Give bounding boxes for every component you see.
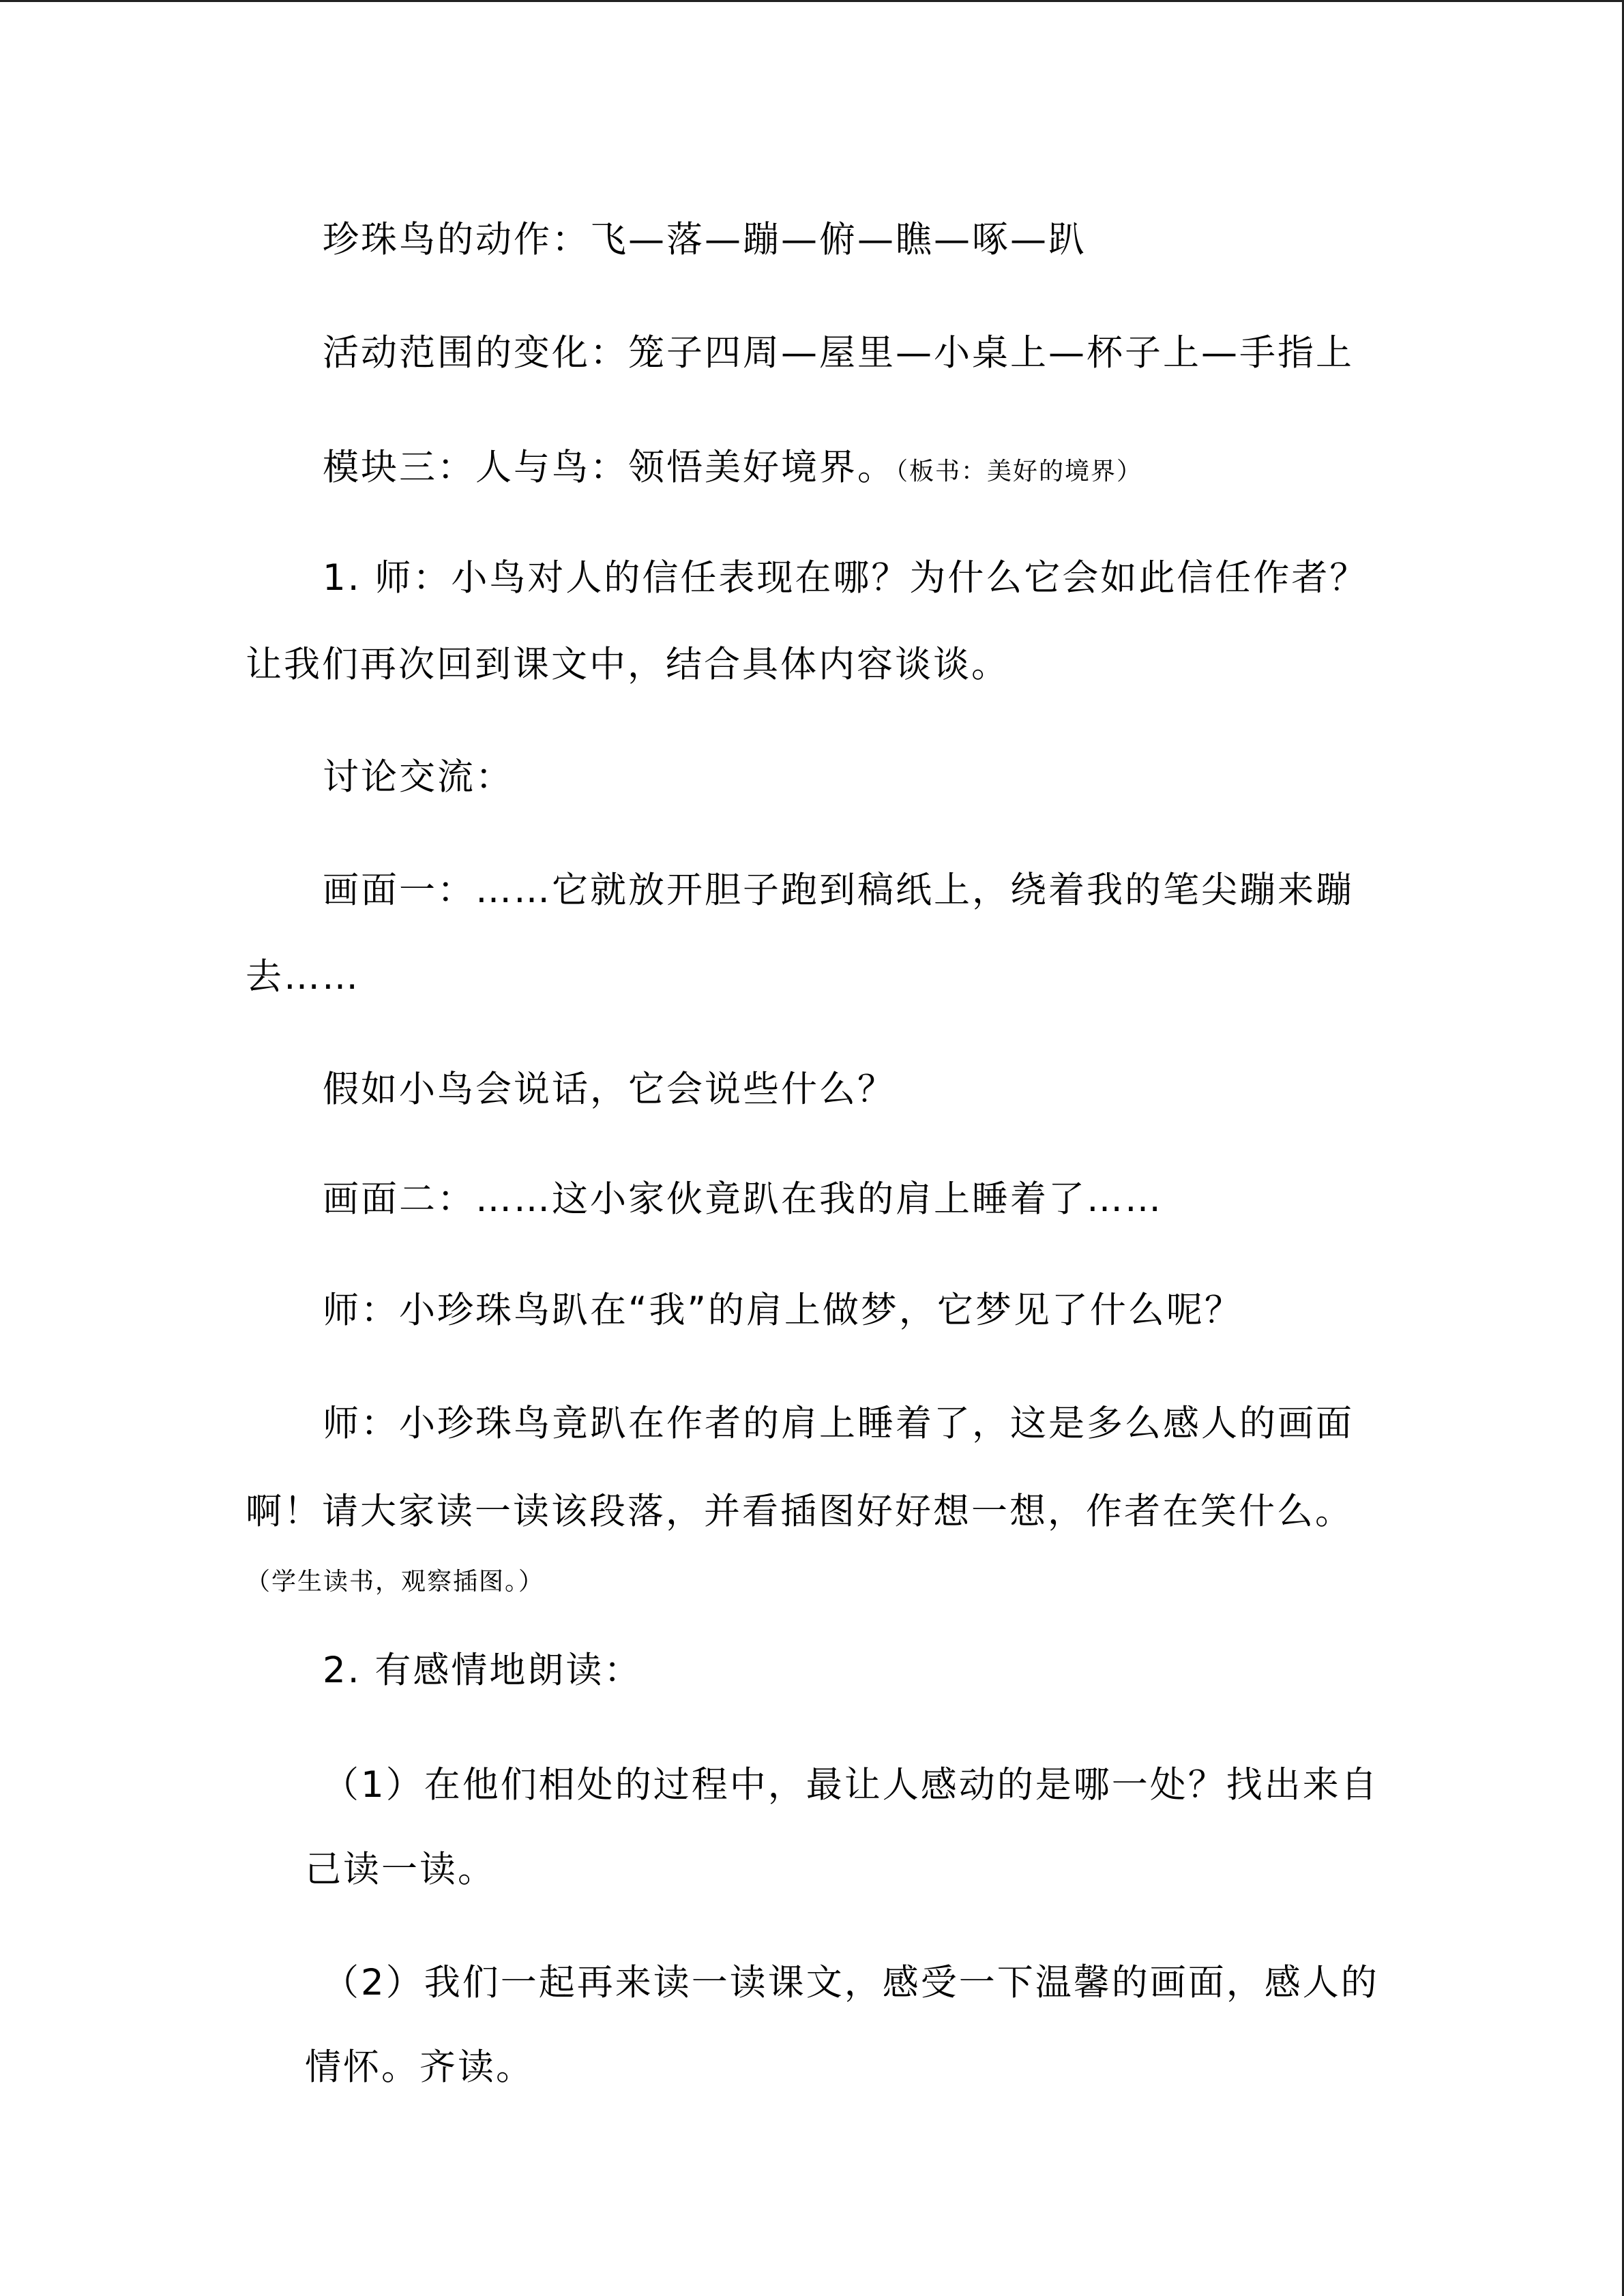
paragraph-scene-one-line2: 去…… <box>246 956 360 998</box>
paragraph-touching-scene-line2: 啊！请大家读一读该段落，并看插图好好想一想，作者在笑什么。 <box>246 1491 1353 1532</box>
paragraph-item-1-line1: （1）在他们相处的过程中，最让人感动的是哪一处？找出来自 <box>323 1764 1379 1806</box>
paragraph-range-change: 活动范围的变化：笼子四周—屋里—小桌上—杯子上—手指上 <box>323 332 1354 374</box>
module-three-heading: 模块三：人与鸟：领悟美好境界。 <box>323 447 896 488</box>
paragraph-q1-line2: 让我们再次回到课文中，结合具体内容谈谈。 <box>246 644 1009 685</box>
paragraph-module-three <box>323 449 1142 490</box>
paragraph-touching-scene-note: （学生读书，观察插图。） <box>246 1568 545 1596</box>
blackboard-note: （板书：美好的境界） <box>896 458 1143 486</box>
paragraph-item-2-line2: 情怀。齐读。 <box>305 2046 534 2088</box>
paragraph-item-1-line2: 己读一读。 <box>305 1849 496 1890</box>
paragraph-bird-dream: 师：小珍珠鸟趴在“我”的肩上做梦，它梦见了什么呢？ <box>323 1289 1243 1331</box>
paragraph-discussion: 讨论交流： <box>323 756 514 798</box>
paragraph-scene-one-line1: 画面一：……它就放开胆子跑到稿纸上，绕着我的笔尖蹦来蹦 <box>323 869 1354 911</box>
paragraph-read-aloud: 2. 有感情地朗读： <box>323 1650 643 1691</box>
paragraph-if-bird-could-talk: 假如小鸟会说话，它会说些什么？ <box>323 1069 896 1110</box>
paragraph-item-2-line1: （2）我们一起再来读一读课文，感受一下温馨的画面，感人的 <box>323 1962 1379 2003</box>
paragraph-scene-two: 画面二：……这小家伙竟趴在我的肩上睡着了…… <box>323 1178 1163 1220</box>
paragraph-actions: 珍珠鸟的动作：飞—落—蹦—俯—瞧—啄—趴 <box>323 219 1087 260</box>
paragraph-touching-scene-line1: 师：小珍珠鸟竟趴在作者的肩上睡着了，这是多么感人的画面 <box>323 1403 1354 1444</box>
paragraph-q1-line1: 1. 师：小鸟对人的信任表现在哪？为什么它会如此信任作者？ <box>323 557 1368 599</box>
